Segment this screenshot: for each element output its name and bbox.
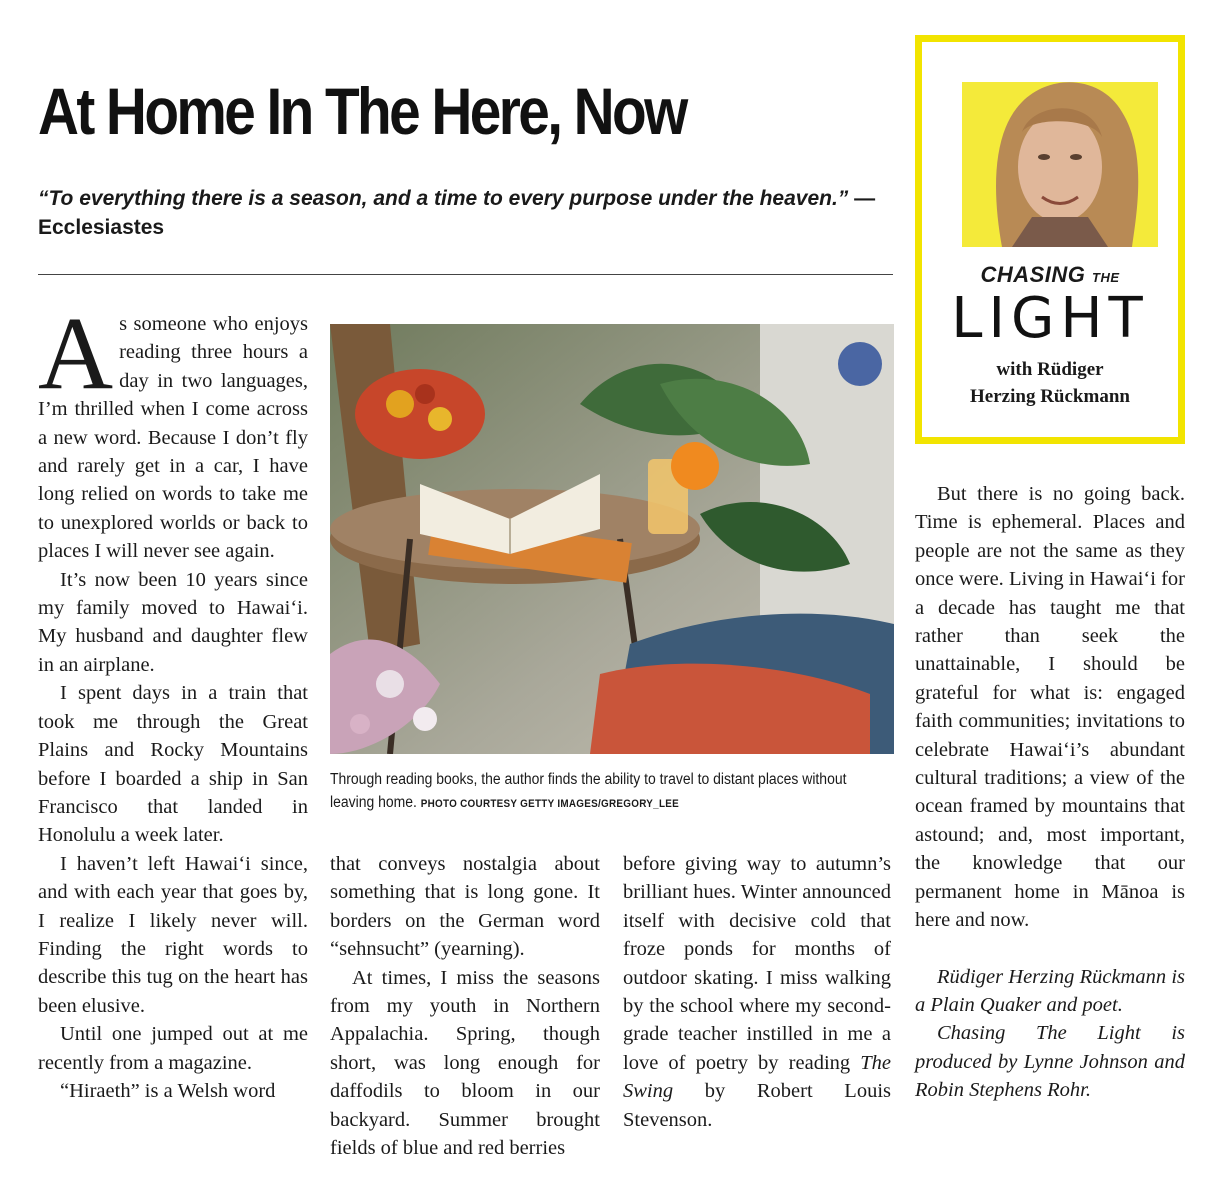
byline-line: Herzing Rückmann (970, 386, 1130, 407)
series-title-the: THE (1092, 270, 1120, 285)
epigraph (38, 184, 888, 242)
paragraph: “Hiraeth” is a Welsh word (60, 1079, 276, 1102)
article-column-2 (330, 850, 600, 1162)
article-photo (330, 324, 894, 754)
author-note (915, 963, 1185, 1105)
paragraph: At times, I miss the seasons from my youth in Northern Appalachia. Spring, though short, was long enough for daffodils to bloom in our backyard. Summer brought fields of blue and red berries (330, 966, 600, 1160)
photo-credit: PHOTO COURTESY GETTY IMAGES/GREGORY_LEE (420, 798, 680, 810)
author-photo (962, 72, 1158, 247)
headline-divider (38, 274, 893, 275)
column-branding-box (915, 35, 1185, 444)
epigraph-source: — Ecclesiastes (38, 187, 876, 239)
photo-illustration (330, 324, 894, 754)
poem-title: The Swing (623, 1051, 891, 1103)
byline-line: with Rüdiger (996, 359, 1104, 380)
photo-caption (330, 768, 888, 816)
article-column-3 (623, 850, 891, 1134)
paragraph-text: s someone who enjoys reading three hours a day in two languages, I’m thrilled when I come across a new word. Because I don’t fly and rarely get in a car, I have long relied on words to take me to unexplored worlds or back to places I will never see again. (38, 313, 308, 563)
paragraph: that conveys nostalgia about something that is long gone. It borders on the German word “sehnsucht” (yearning). (330, 853, 600, 961)
series-title-main: CHASING (980, 262, 1086, 287)
paragraph (38, 296, 308, 566)
article-column-1 (38, 296, 308, 1105)
caption-text: Through reading books, the author finds the ability to travel to distant places without leaving home. (330, 771, 847, 811)
paragraph: It’s now been 10 years since my family moved to Hawai‘i. My husband and daughter flew in an airplane. (38, 568, 308, 676)
author-byline (922, 356, 1178, 410)
author-portrait (962, 72, 1158, 247)
paragraph (623, 850, 891, 1134)
series-title-light: LIGHT (951, 286, 1149, 351)
paragraph-text: by Robert Louis Stevenson. (623, 1080, 891, 1131)
author-bio: Rüdiger Herzing Rückmann is a Plain Quaker and poet. (915, 965, 1185, 1016)
headline: At Home In The Here, Now (38, 74, 686, 148)
paragraph: Until one jumped out at me recently from a magazine. (38, 1023, 308, 1074)
paragraph: But there is no going back. Time is ephemeral. Places and people are not the same as they once were. Living in Hawai‘i for a decade has taught me that rather than seek the unattainable, I should be grateful for what is: engaged faith communities; invitations to celebrate Hawai‘i’s abundant cultural traditions; a view of the ocean framed by mountains that astound; and, most important, the knowledge that our permanent home in Mānoa is here and now. (915, 483, 1185, 932)
paragraph: I spent days in a train that took me through the Great Plains and Rocky Mountains before I boarded a ship in San Francisco that landed in Honolulu a week later. (38, 682, 308, 847)
drop-cap: A (38, 296, 114, 411)
article-column-4 (915, 480, 1185, 1105)
column-credit: Chasing The Light is produced by Lynne Johnson and Robin Stephens Rohr. (915, 1022, 1185, 1102)
series-title (922, 262, 1178, 288)
paragraph-text: before giving way to autumn’s brilliant hues. Winter announced itself with decisive cold that froze ponds for months of outdoor skating. I miss walking by the school where my second-grade teacher instilled in me a love of poetry by reading (623, 853, 891, 1074)
paragraph: I haven’t left Hawai‘i since, and with each year that goes by, I realize I likely never will. Finding the right words to describe this tug on the heart has been elusive. (38, 852, 308, 1017)
epigraph-quote: “To everything there is a season, and a time to every purpose under the heaven.” (38, 187, 849, 210)
